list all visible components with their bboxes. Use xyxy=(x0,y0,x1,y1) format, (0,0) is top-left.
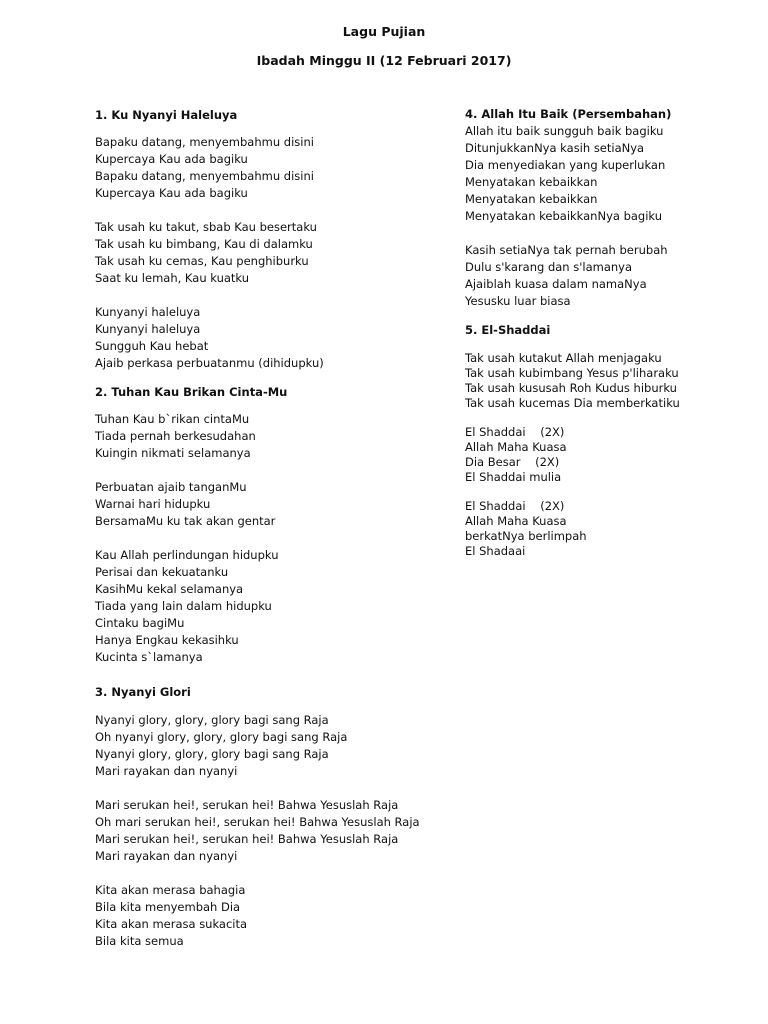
stanza xyxy=(465,123,671,225)
lyric-line: BersamaMu ku tak akan gentar xyxy=(95,514,276,528)
lyric-line: Hanya Engkau kekasihku xyxy=(95,633,239,647)
lyric-line: El Shaddai (2X) xyxy=(465,425,565,439)
lyric-line: DitunjukkanNya kasih setiaNya xyxy=(465,141,645,155)
page-title: Lagu Pujian xyxy=(342,24,426,39)
lyric-line: Allah Maha Kuasa xyxy=(465,440,567,454)
stanza xyxy=(95,712,420,780)
song-title: 4. Allah Itu Baik (Persembahan) xyxy=(465,107,672,121)
lyric-line: Tiada pernah berkesudahan xyxy=(95,429,256,443)
stanza xyxy=(95,304,324,372)
lyric-line: Allah Maha Kuasa xyxy=(465,514,567,528)
lyric-line: Saat ku lemah, Kau kuatku xyxy=(95,271,250,285)
stanza xyxy=(95,479,287,530)
stanza xyxy=(465,499,680,559)
lyric-line: El Shadaai xyxy=(465,544,526,558)
lyric-line: Yesusku luar biasa xyxy=(465,294,571,308)
lyric-line: Tiada yang lain dalam hidupku xyxy=(95,599,272,613)
lyric-line: Perbuatan ajaib tanganMu xyxy=(95,480,247,494)
lyric-line: KasihMu kekal selamanya xyxy=(95,582,244,596)
lyric-line: Cintaku bagiMu xyxy=(95,616,185,630)
lyric-line: Tuhan Kau b`rikan cintaMu xyxy=(95,412,250,426)
lyric-line: Oh mari serukan hei!, serukan hei! Bahwa Yesuslah Raja xyxy=(95,815,420,829)
stanza xyxy=(95,134,324,202)
lyric-line: Menyatakan kebaikkan xyxy=(465,175,598,189)
lyric-line: Kupercaya Kau ada bagiku xyxy=(95,152,248,166)
song-1 xyxy=(95,108,324,372)
song-3 xyxy=(95,685,420,950)
lyric-line: Mari serukan hei!, serukan hei! Bahwa Yesuslah Raja xyxy=(95,798,399,812)
song-5 xyxy=(465,323,680,559)
lyric-line: Mari rayakan dan nyanyi xyxy=(95,849,238,863)
song-2 xyxy=(95,385,287,666)
stanza xyxy=(95,547,287,666)
lyric-line: Ajaib perkasa perbuatanmu (dihidupku) xyxy=(95,356,324,370)
lyric-line: Perisai dan kekuatanku xyxy=(95,565,229,579)
lyric-line: Tak usah ku takut, sbab Kau besertaku xyxy=(95,220,317,234)
lyric-line: Kuingin nikmati selamanya xyxy=(95,446,251,460)
lyric-line: Mari serukan hei!, serukan hei! Bahwa Yesuslah Raja xyxy=(95,832,399,846)
lyric-line: Tak usah kubimbang Yesus p'liharaku xyxy=(465,366,679,380)
lyric-line: Tak usah kucemas Dia memberkatiku xyxy=(465,396,680,410)
stanza xyxy=(95,882,420,950)
lyric-line: berkatNya berlimpah xyxy=(465,529,587,543)
lyric-line: Kunyanyi haleluya xyxy=(95,322,201,336)
song-title: 1. Ku Nyanyi Haleluya xyxy=(95,108,238,122)
lyric-line: El Shaddai mulia xyxy=(465,470,562,484)
stanza xyxy=(465,351,680,411)
lyric-line: Bila kita semua xyxy=(95,934,184,948)
lyric-line: Kunyanyi haleluya xyxy=(95,305,201,319)
page-subtitle: Ibadah Minggu II (12 Februari 2017) xyxy=(256,53,512,68)
lyric-line: Mari rayakan dan nyanyi xyxy=(95,764,238,778)
lyric-line: Dia menyediakan yang kuperlukan xyxy=(465,158,666,172)
lyric-line: Kupercaya Kau ada bagiku xyxy=(95,186,248,200)
lyric-line: Menyatakan kebaikkan xyxy=(465,192,598,206)
lyric-line: Kucinta s`lamanya xyxy=(95,650,203,664)
song-title: 2. Tuhan Kau Brikan Cinta-Mu xyxy=(95,385,288,399)
lyric-line: Bila kita menyembah Dia xyxy=(95,900,241,914)
lyric-line: Kita akan merasa sukacita xyxy=(95,917,248,931)
stanza xyxy=(95,797,420,865)
song-title: 5. El-Shaddai xyxy=(465,323,551,337)
lyric-line: Sungguh Kau hebat xyxy=(95,339,209,353)
stanza xyxy=(95,219,324,287)
lyric-line: Tak usah kususah Roh Kudus hiburku xyxy=(465,381,677,395)
lyric-line: Tak usah kutakut Allah menjagaku xyxy=(465,351,662,365)
lyric-line: Allah itu baik sungguh baik bagiku xyxy=(465,124,664,138)
lyric-line: Kasih setiaNya tak pernah berubah xyxy=(465,243,668,257)
lyric-line: Dia Besar (2X) xyxy=(465,455,560,469)
stanza xyxy=(465,425,680,485)
lyric-line: El Shaddai (2X) xyxy=(465,499,565,513)
lyric-line: Kita akan merasa bahagia xyxy=(95,883,246,897)
lyric-line: Bapaku datang, menyembahmu disini xyxy=(95,169,314,183)
lyric-line: Bapaku datang, menyembahmu disini xyxy=(95,135,314,149)
lyric-line: Ajaiblah kuasa dalam namaNya xyxy=(465,277,647,291)
song-title: 3. Nyanyi Glori xyxy=(95,685,191,699)
stanza xyxy=(95,411,287,462)
lyric-line: Kau Allah perlindungan hidupku xyxy=(95,548,279,562)
lyric-line: Tak usah ku cemas, Kau penghiburku xyxy=(95,254,309,268)
lyric-line: Tak usah ku bimbang, Kau di dalamku xyxy=(95,237,313,251)
lyric-line: Menyatakan kebaikkanNya bagiku xyxy=(465,209,663,223)
lyric-line: Dulu s'karang dan s'lamanya xyxy=(465,260,633,274)
lyric-line: Nyanyi glory, glory, glory bagi sang Raja xyxy=(95,747,329,761)
stanza xyxy=(465,242,671,310)
lyric-line: Nyanyi glory, glory, glory bagi sang Raja xyxy=(95,713,329,727)
lyric-line: Oh nyanyi glory, glory, glory bagi sang Raja xyxy=(95,730,348,744)
song-4 xyxy=(465,107,671,310)
lyric-line: Warnai hari hidupku xyxy=(95,497,211,511)
